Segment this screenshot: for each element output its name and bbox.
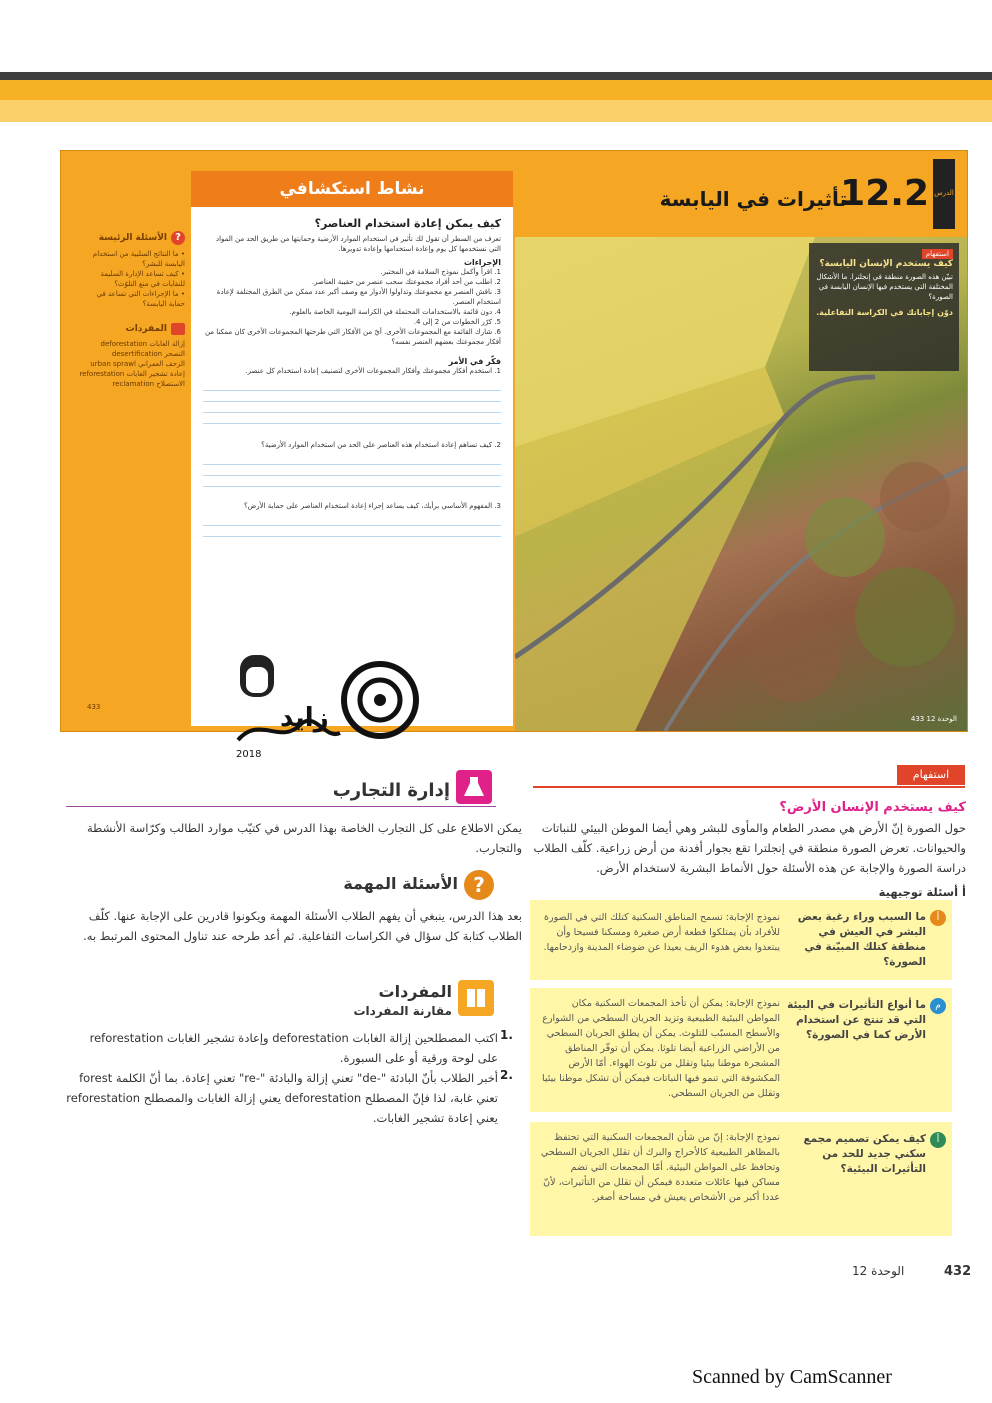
lesson-tab: [933, 159, 955, 229]
photo-box-footer: دوّن إجاباتك في الكراسة التفاعلية.: [816, 308, 953, 317]
qa-question: ما أنواع التأثيرات في البيئة التي قد تنتج عن استخدام الأرض كما في الصورة؟: [787, 999, 926, 1041]
qa-row: [530, 1122, 952, 1236]
vocabulary-item-1-number: 1.: [500, 1028, 513, 1042]
activity-question: كيف يمكن إعادة استخدام العناصر؟: [314, 217, 501, 230]
answer-line: [203, 525, 501, 526]
stamp-name: زايد: [280, 703, 329, 733]
think-label: فكّر في الأمر: [448, 357, 501, 366]
unit-label: الوحدة 12: [852, 1264, 905, 1278]
aerial-photo-housing-fields: [515, 237, 967, 731]
procedure-step: 2. اطلب من أحد أفراد مجموعتك سحب عنصر من حقيبة العناصر.: [311, 278, 501, 286]
vocabulary-item-2-number: 2.: [500, 1068, 513, 1082]
qa-answer: نموذج الإجابة: تسمح المناطق السكنية كتلك التي في الصورة للأفراد بأن يمتلكوا قطعة أرض صغيرة ومسكنا فسيحا وأن يبتعدوا بعض هدوء الريف بعيدا عن ضوضاء المدينة وازدحامها.: [543, 912, 780, 953]
lesson-number: 12.2: [840, 173, 929, 214]
activity-header: نشاط استكشافي: [191, 171, 513, 207]
vocabulary-subheading: مقارنة المفردات: [353, 1004, 452, 1018]
margin-question: • ما النتائج السلبية من استخدام اليابسة للبشر؟: [92, 250, 185, 268]
answer-line: [203, 464, 501, 465]
book-icon: [458, 980, 494, 1016]
inquiry-paragraph: حول الصورة إنّ الأرض هي مصدر الطعام والمأوى للبشر وهي أيضا الموطن البيئي للنباتات والحيوانات. تعرض الصورة منطقة في إنجلترا تقع بجوار أفدنة من أرض زراعية. كلّف الطلاب دراسة الصورة والإجابة عن هذه الأسئلة حول الأنماط البشرية لاستخدام الأرض.: [533, 821, 966, 875]
lab-management-icon: [456, 770, 492, 804]
lesson-title: تأثيرات في اليابسة: [659, 187, 847, 211]
answer-line: [203, 401, 501, 402]
management-heading: إدارة التجارب: [332, 780, 450, 801]
student-page-left: [61, 151, 513, 731]
margin-vocab-title: المفردات: [125, 324, 167, 334]
question-mark-icon: ?: [464, 870, 494, 900]
think-item: 2. كيف تساهم إعادة استخدام هذه العناصر على الحد من استخدام الموارد الأرضية؟: [261, 441, 501, 449]
qa-question-wrap: [786, 1132, 946, 1177]
right-page-footer: الوحدة 12 433: [910, 715, 957, 723]
qa-question: كيف يمكن تصميم مجمع سكني جديد للحد من التأثيرات البيئية؟: [803, 1133, 926, 1175]
procedure-step: 1. اقرأ وأكمل نموذج السلامة في المختبر.: [380, 268, 501, 276]
photo-box-text: تبيّن هذه الصورة منطقة في إنجلترا. ما الأشكال المختلفة التي يستخدم فيها الإنسان اليابسة في الصورة؟: [816, 273, 953, 301]
margin-vocab-item: إعادة تشجير الغابات reforestation: [79, 370, 185, 378]
lesson-label: الدرس: [934, 189, 954, 197]
photo-box-question: كيف يستخدم الإنسان اليابسة؟: [819, 259, 953, 269]
qa-row: [530, 988, 952, 1112]
activity-intro: تعرف من السطر أن تقول لك تأثير في استخدام الموارد الأرضية وحمايتها من طريق الحد من المواد التي نستخدمها كل يوم وإعادة استخدامها وإعادة تدويرها.: [215, 235, 501, 253]
answer-line: [203, 486, 501, 487]
margin-questions-title: الأسئلة الرئيسة: [98, 233, 167, 243]
procedure-step: 5. كرّر الخطوات من 2 إلى 4.: [413, 318, 501, 326]
margin-vocab-item: الزحف العمراني urban sprawl: [90, 360, 185, 368]
key-questions-text: بعد هذا الدرس، ينبغي أن يفهم الطلاب الأسئلة المهمة ويكونوا قادرين على الإجابة عنها. كلّف الطلاب كتابة كل سؤال في الكراسات التفاعلية. ثم أعد طرحه عند تناول المحتوى المرتبط به.: [83, 909, 522, 943]
qa-badge: أ: [930, 1132, 946, 1148]
answer-line: [203, 390, 501, 391]
margin-vocab-item: التصحر desertification: [111, 350, 185, 358]
flask-icon: [456, 770, 492, 804]
stamp-logo-icon: [230, 645, 430, 765]
qa-answer: نموذج الإجابة: يمكن أن تأخذ المجمعات السكنية مكان المواطن البيئية الطبيعية وتزيد الجريان السطحي من الشوارع والأسطح المسبّب للتلوث. يمكن أن يطلق الجريان السطحي من الأراضي الزراعية أيضا تلوثا. يمكن أن توفّر المناطق المشجرة موطنا بيئيا وتقلل من تلوث الهواء. أمّا الأرض المكشوفة التي تنمو فيها النباتات فيمكن أن تشكل موطنا بيئيا وتقلل من الجريان السطحي.: [541, 998, 780, 1099]
margin-question: • كيف تساعد الإدارة السليمة للنفايات في منع التلوّث؟: [100, 270, 185, 288]
activity-panel: [191, 171, 513, 726]
top-bar-orange: [0, 80, 992, 100]
stamp-year: 2018: [236, 749, 262, 760]
qa-question-wrap: [786, 998, 946, 1043]
inquiry-rule: [533, 786, 965, 788]
guide-questions-label: أ أسئلة توجيهية: [878, 885, 966, 899]
key-questions-heading: الأسئلة المهمة: [343, 874, 458, 893]
inquiry-section: [530, 798, 966, 902]
answer-line: [203, 423, 501, 424]
qa-question: ما السبب وراء رغبة بعض البشر في العيش في منطقة كتلك المبيّنة في الصورة؟: [797, 911, 926, 968]
vocabulary-book-icon: [458, 980, 494, 1016]
top-bar-dark: [0, 72, 992, 80]
procedure-step: 3. ناقش العنصر مع مجموعتك وتداولوا الأدوار مع وصف أكبر عدد ممكن من الطرق المختلفة لإعادة استخدام العنصر.: [216, 288, 501, 306]
answer-line: [203, 475, 501, 476]
photo-box-tag: استفهام: [922, 249, 953, 259]
inquiry-heading: كيف يستخدم الإنسان الأرض؟: [779, 800, 966, 815]
qa-answer: نموذج الإجابة: إنّ من شأن المجمعات السكنية التي تحتفظ بالمظاهر الطبيعية كالأحراج والبرك أن تقلل الجريان السطحي وتحافظ على المواطن البيئية. أمّا المجمعات التي تضم مساكن فيها عائلات متعددة فيمكن أن تقلل من التأثيرات، لأنّ عددا أكبر من الأشخاص يعيش في مساحة أصغر.: [540, 1132, 780, 1203]
qa-row: [530, 900, 952, 980]
margin-column: [79, 231, 185, 389]
vocabulary-item-1: اكتب المصطلحين إزالة الغابات deforestation وإعادة تشجير الغابات reforestation على لوحة ورقية أو على السبورة.: [89, 1031, 498, 1065]
scanner-watermark: Scanned by CamScanner: [692, 1366, 892, 1388]
qa-badge: م: [930, 998, 946, 1014]
margin-vocab-item: إزالة الغابات deforestation: [100, 340, 185, 348]
page-number: 432: [944, 1264, 972, 1279]
management-rule: [66, 806, 496, 807]
qa-question-wrap: [786, 910, 946, 970]
question-icon: ?: [171, 231, 185, 245]
answer-line: [203, 412, 501, 413]
textbook-spread-image: [60, 150, 968, 732]
vocabulary-item-2: أخبر الطلاب بأنّ البادئة "-de" تعني إزالة والبادئة "-re" تعني إعادة. بما أنّ الكلمة forest تعني غابة، لذا فإنّ المصطلح deforestation يعني إزالة الغابات والمصطلح reforestation يعني إعادة تشجير الغابات.: [66, 1071, 498, 1125]
top-bar-light: [0, 100, 992, 122]
left-page-number: 433: [87, 703, 101, 711]
vocabulary-icon: [171, 323, 185, 335]
qa-badge: أ: [930, 910, 946, 926]
think-item: 1. استخدم أفكار مجموعتك وأفكار المجموعات الأخرى لتصنيف إعادة استخدام كل عنصر.: [245, 367, 501, 375]
procedures-label: الإجراءات: [463, 258, 501, 267]
student-page-right: [515, 151, 967, 731]
answer-line: [203, 536, 501, 537]
think-item: 3. المفهوم الأساسي برأيك، كيف يساعد إجراء إعادة استخدام العناصر على حماية الأرض؟: [244, 502, 501, 510]
procedure-step: 6. شارك القائمة مع المجموعات الأخرى. أيّ من الأفكار التي طرحتها المجموعات الأخرى كان ممكنا من أفكار مجموعتك بعضهم العنصر نفسه؟: [204, 328, 501, 346]
management-text: يمكن الاطلاع على كل التجارب الخاصة بهذا الدرس في كتيّب موارد الطالب وكرّاسة الأنشطة والتجارب.: [86, 821, 522, 855]
procedure-step: 4. دون قائمة بالاستخدامات المحتملة في الكراسة اليومية الخاصة بالعلوم.: [289, 308, 501, 316]
stamp-signature: [230, 645, 430, 765]
margin-vocab-item: الاستصلاح reclamation: [112, 380, 185, 388]
inquiry-tag: استفهام: [897, 765, 965, 785]
inquiry-overlay-box: [809, 243, 959, 371]
margin-question: • ما الإجراءات التي تساعد في حماية اليابسة؟: [96, 290, 185, 308]
vocabulary-heading: المفردات: [378, 982, 452, 1001]
lesson-title-bar: [515, 151, 967, 237]
